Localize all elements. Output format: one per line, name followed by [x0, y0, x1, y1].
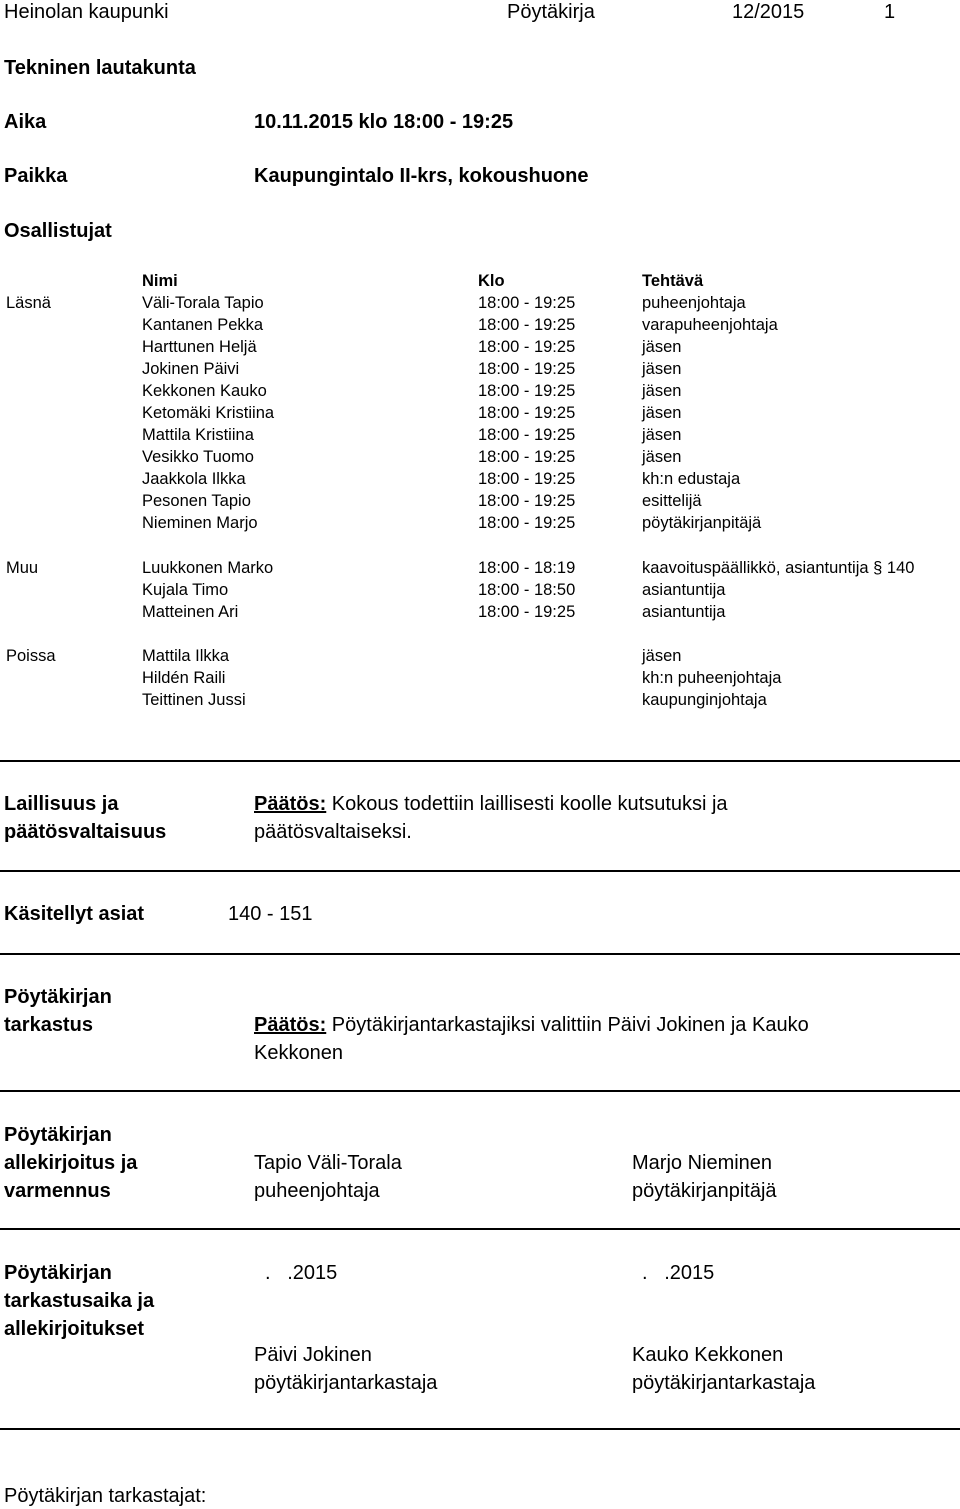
- participant-name: Kekkonen Kauko: [142, 382, 267, 400]
- participant-role: kaavoituspäällikkö, asiantuntija § 140: [642, 559, 915, 577]
- participant-time: 18:00 - 19:25: [478, 338, 576, 356]
- participant-name: Luukkonen Marko: [142, 559, 274, 577]
- signer-2-name: Marjo Nieminen: [632, 1152, 773, 1174]
- table-row: [0, 667, 960, 689]
- doc-number: 12/2015: [732, 1, 805, 23]
- participant-role: puheenjohtaja: [642, 294, 746, 312]
- table-row: [0, 424, 960, 446]
- org-name: Heinolan kaupunki: [4, 1, 169, 23]
- reviewer-2-role: pöytäkirjantarkastaja: [632, 1372, 816, 1394]
- participant-name: Vesikko Tuomo: [142, 448, 254, 466]
- committee-name: Tekninen lautakunta: [4, 57, 196, 79]
- decision-word: Päätös:: [254, 1014, 327, 1036]
- participant-time: 18:00 - 18:19: [478, 559, 576, 577]
- review-date-2: . .2015: [642, 1262, 715, 1284]
- review-label-1: Pöytäkirjan: [4, 986, 112, 1008]
- legality-text-1: Kokous todettiin laillisesti koolle kutsutuksi ja: [326, 793, 728, 815]
- table-row: [0, 446, 960, 468]
- table-row: [0, 314, 960, 336]
- time-value: 10.11.2015 klo 18:00 - 19:25: [254, 111, 514, 133]
- participant-time: 18:00 - 19:25: [478, 603, 576, 621]
- participant-time: 18:00 - 19:25: [478, 382, 576, 400]
- table-row: [0, 336, 960, 358]
- signing-label-2: allekirjoitus ja: [4, 1152, 138, 1174]
- table-row: [0, 292, 960, 314]
- review-text-1: Pöytäkirjantarkastajiksi valittiin Päivi Jokinen ja Kauko: [326, 1014, 809, 1036]
- participant-time: 18:00 - 19:25: [478, 514, 576, 532]
- divider: [0, 1428, 960, 1430]
- participant-name: Jokinen Päivi: [142, 360, 240, 378]
- reviewer-1-role: pöytäkirjantarkastaja: [254, 1372, 438, 1394]
- participant-name: Teittinen Jussi: [142, 691, 246, 709]
- participant-role: pöytäkirjanpitäjä: [642, 514, 762, 532]
- table-row: [0, 468, 960, 490]
- divider: [0, 1228, 960, 1230]
- participant-role: asiantuntija: [642, 581, 726, 599]
- doc-type: Pöytäkirja: [507, 1, 595, 23]
- handled-label: Käsitellyt asiat: [4, 903, 145, 925]
- participant-role: esittelijä: [642, 492, 702, 510]
- signing-label-3: varmennus: [4, 1180, 111, 1202]
- participant-role: jäsen: [642, 448, 682, 466]
- participant-time: 18:00 - 18:50: [478, 581, 576, 599]
- legality-label-1: Laillisuus ja: [4, 793, 119, 815]
- participant-role: kaupunginjohtaja: [642, 691, 767, 709]
- participant-role: kh:n puheenjohtaja: [642, 669, 782, 687]
- review-time-label-2: tarkastusaika ja: [4, 1290, 155, 1312]
- legality-label-2: päätösvaltaisuus: [4, 821, 167, 843]
- participant-name: Matteinen Ari: [142, 603, 239, 621]
- table-row: [0, 689, 960, 711]
- signer-2-role: pöytäkirjanpitäjä: [632, 1180, 777, 1202]
- divider: [0, 953, 960, 955]
- participant-name: Mattila Kristiina: [142, 426, 254, 444]
- table-row: [0, 557, 960, 579]
- participant-time: 18:00 - 19:25: [478, 426, 576, 444]
- participant-name: Mattila Ilkka: [142, 647, 230, 665]
- participant-group: Läsnä: [6, 294, 51, 312]
- col-time-header: Klo: [478, 272, 505, 290]
- participant-role: kh:n edustaja: [642, 470, 741, 488]
- signer-1-role: puheenjohtaja: [254, 1180, 380, 1202]
- review-time-label-1: Pöytäkirjan: [4, 1262, 112, 1284]
- participant-role: asiantuntija: [642, 603, 726, 621]
- table-row: [0, 380, 960, 402]
- participant-name: Harttunen Heljä: [142, 338, 257, 356]
- review-decision: [254, 1013, 809, 1037]
- review-text-2: Kekkonen: [254, 1042, 343, 1064]
- participants-label: Osallistujat: [4, 220, 112, 242]
- legality-text-2: päätösvaltaiseksi.: [254, 821, 412, 843]
- participant-role: jäsen: [642, 338, 682, 356]
- review-time-label-3: allekirjoitukset: [4, 1318, 145, 1340]
- participant-role: jäsen: [642, 426, 682, 444]
- participant-time: 18:00 - 19:25: [478, 492, 576, 510]
- table-row: [0, 601, 960, 623]
- participant-name: Kantanen Pekka: [142, 316, 264, 334]
- signer-1-name: Tapio Väli-Torala: [254, 1152, 402, 1174]
- participant-time: 18:00 - 19:25: [478, 470, 576, 488]
- participant-time: 18:00 - 19:25: [478, 294, 576, 312]
- participant-name: Kujala Timo: [142, 581, 229, 599]
- time-label: Aika: [4, 111, 47, 133]
- table-row: [0, 579, 960, 601]
- place-value: Kaupungintalo II-krs, kokoushuone: [254, 165, 589, 187]
- participant-time: 18:00 - 19:25: [478, 360, 576, 378]
- participant-time: 18:00 - 19:25: [478, 404, 576, 422]
- decision-word: Päätös:: [254, 793, 327, 815]
- participant-group: Muu: [6, 559, 39, 577]
- participant-role: jäsen: [642, 404, 682, 422]
- participant-role: jäsen: [642, 360, 682, 378]
- participant-name: Ketomäki Kristiina: [142, 404, 275, 422]
- handled-value: 140 - 151: [228, 903, 313, 925]
- table-row: [0, 490, 960, 512]
- divider: [0, 760, 960, 762]
- participant-role: jäsen: [642, 647, 682, 665]
- participant-name: Jaakkola Ilkka: [142, 470, 246, 488]
- col-name-header: Nimi: [142, 272, 178, 290]
- legality-decision: [254, 792, 728, 816]
- reviewer-1-name: Päivi Jokinen: [254, 1344, 372, 1366]
- participant-name: Nieminen Marjo: [142, 514, 258, 532]
- col-role-header: Tehtävä: [642, 272, 704, 290]
- participant-role: varapuheenjohtaja: [642, 316, 778, 334]
- participant-name: Väli-Torala Tapio: [142, 294, 264, 312]
- participant-time: 18:00 - 19:25: [478, 448, 576, 466]
- table-row: [0, 512, 960, 534]
- table-row: [0, 645, 960, 667]
- review-date-1: . .2015: [265, 1262, 338, 1284]
- participant-group: Poissa: [6, 647, 56, 665]
- table-header: [0, 270, 960, 292]
- divider: [0, 1090, 960, 1092]
- signing-label-1: Pöytäkirjan: [4, 1124, 112, 1146]
- page-number: 1: [884, 1, 896, 23]
- place-label: Paikka: [4, 165, 68, 187]
- reviewers-label: Pöytäkirjan tarkastajat:: [4, 1485, 207, 1507]
- participant-role: jäsen: [642, 382, 682, 400]
- participant-time: 18:00 - 19:25: [478, 316, 576, 334]
- reviewer-2-name: Kauko Kekkonen: [632, 1344, 784, 1366]
- divider: [0, 870, 960, 872]
- table-row: [0, 402, 960, 424]
- participant-name: Pesonen Tapio: [142, 492, 251, 510]
- table-row: [0, 358, 960, 380]
- review-label-2: tarkastus: [4, 1014, 93, 1036]
- participant-name: Hildén Raili: [142, 669, 226, 687]
